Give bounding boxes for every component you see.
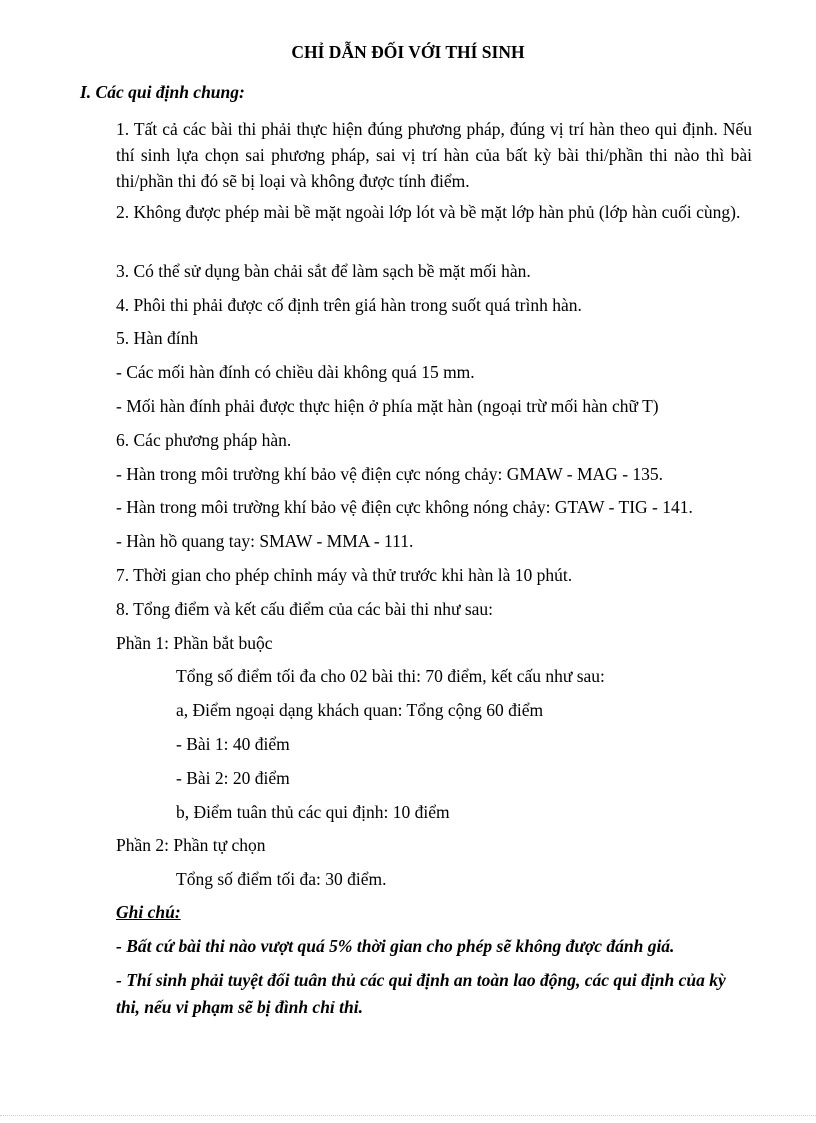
page-title: CHỈ DẪN ĐỐI VỚI THÍ SINH (291, 42, 525, 62)
part-2-label: Phần 2: Phần tự chọn (116, 835, 266, 855)
part-1-line-4: - Bài 2: 20 điểm (176, 768, 290, 788)
page-bottom-divider (0, 1115, 816, 1116)
rule-6-item-2: - Hàn trong môi trường khí bảo vệ điện cực không nóng chảy: GTAW - TIG - 141. (116, 497, 693, 517)
part-1-line-5: b, Điểm tuân thủ các qui định: 10 điểm (176, 802, 450, 822)
rule-8: 8. Tổng điểm và kết cấu điểm của các bài thi như sau: (116, 599, 494, 619)
note-1: - Bất cứ bài thi nào vượt quá 5% thời gian cho phép sẽ không được đánh giá. (116, 936, 675, 956)
notes-title: Ghi chú: (116, 902, 181, 922)
note-2: - Thí sinh phải tuyệt đối tuân thủ các qui định an toàn lao động, các qui định của kỳ thi, nếu vi phạm sẽ bị đình chỉ thi. (116, 970, 726, 1017)
rule-6-item-3: - Hàn hồ quang tay: SMAW - MMA - 111. (116, 531, 414, 551)
part-1-line-3: - Bài 1: 40 điểm (176, 734, 290, 754)
rule-4: 4. Phôi thi phải được cố định trên giá hàn trong suốt quá trình hàn. (116, 295, 582, 315)
rule-5-item-2: - Mối hàn đính phải được thực hiện ở phía mặt hàn (ngoại trừ mối hàn chữ T) (116, 396, 659, 416)
part-1-label: Phần 1: Phần bắt buộc (116, 633, 273, 653)
rule-3: 3. Có thể sử dụng bàn chải sắt để làm sạch bề mặt mối hàn. (116, 261, 531, 281)
rule-6-item-1: - Hàn trong môi trường khí bảo vệ điện cực nóng chảy: GMAW - MAG - 135. (116, 464, 664, 484)
part-1-line-1: Tổng số điểm tối đa cho 02 bài thi: 70 điểm, kết cấu như sau: (176, 666, 605, 686)
rule-6: 6. Các phương pháp hàn. (116, 430, 292, 450)
rule-2: 2. Không được phép mài bề mặt ngoài lớp lót và bề mặt lớp hàn phủ (lớp hàn cuối cùng). (116, 202, 741, 222)
rule-5: 5. Hàn đính (116, 328, 199, 348)
rule-1: 1. Tất cả các bài thi phải thực hiện đúng phương pháp, đúng vị trí hàn theo qui định. Nếu thí sinh lựa chọn sai phương pháp, sai vị trí hàn của bất kỳ bài thi/phần thi nào thì bài thi/phần thi đó sẽ bị loại và không được tính điểm. (116, 119, 752, 191)
rule-7: 7. Thời gian cho phép chỉnh máy và thử trước khi hàn là 10 phút. (116, 565, 573, 585)
part-2-line-1: Tổng số điểm tối đa: 30 điểm. (176, 869, 387, 889)
rule-5-item-1: - Các mối hàn đính có chiều dài không quá 15 mm. (116, 362, 475, 382)
part-1-line-2: a, Điểm ngoại dạng khách quan: Tổng cộng 60 điểm (176, 700, 544, 720)
section-heading: I. Các qui định chung: (80, 82, 245, 102)
